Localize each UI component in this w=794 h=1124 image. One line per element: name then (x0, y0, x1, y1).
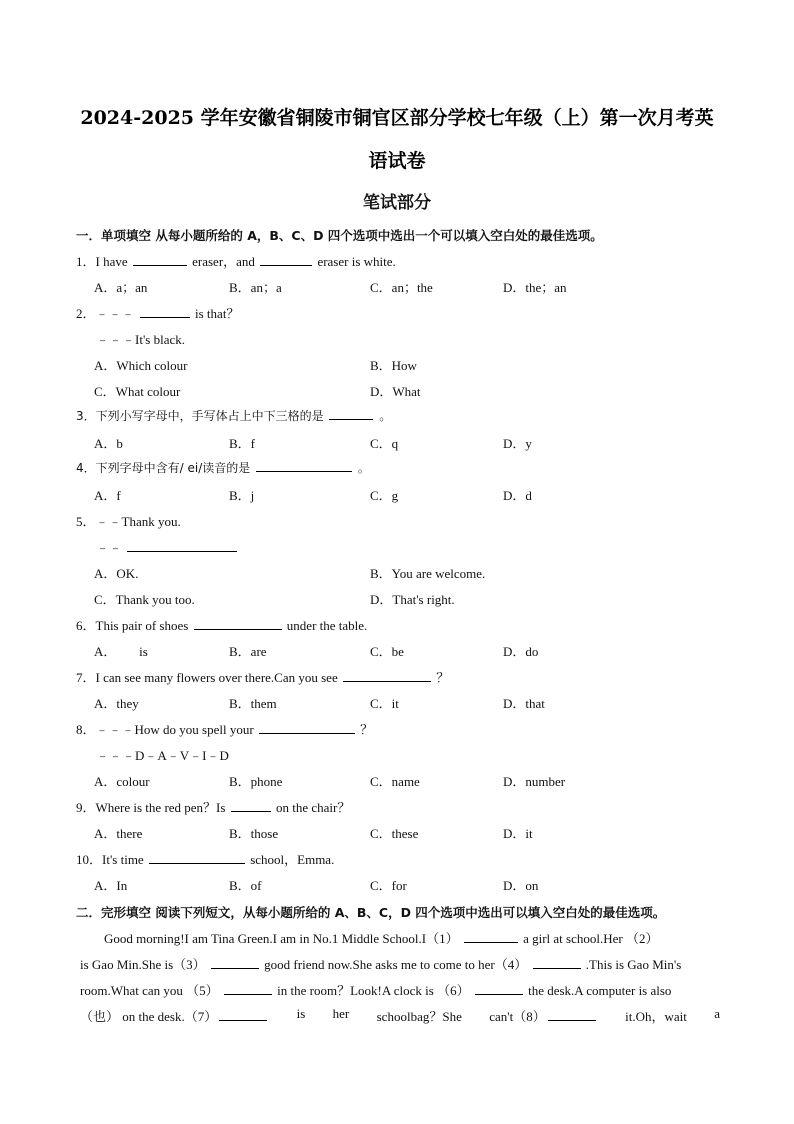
answer-blank[interactable] (133, 253, 187, 266)
question-4: 4．下列字母中含有/ ei/读音的是 。 (76, 461, 370, 475)
cloze-blank-7[interactable] (219, 1008, 267, 1021)
option-b[interactable]: B．f (229, 436, 256, 451)
question-5-reply: ﹣﹣ (96, 537, 239, 556)
question-3: 3．下列小写字母中，手写体占上中下三格的是 。 (76, 409, 392, 423)
cloze-blank-1[interactable] (464, 930, 518, 943)
passage-line-1: Good morning!I am Tina Green.I am in No.1 Middle School.I（1） a girl at school.Her （2） (104, 931, 659, 946)
option-a[interactable]: A． is (94, 644, 148, 659)
option-c[interactable]: C．it (370, 696, 399, 711)
answer-blank[interactable] (259, 721, 355, 734)
option-c[interactable]: C．name (370, 774, 420, 789)
passage-line-4: （也） on the desk.（7） is her schoolbag？She can't（8） it.Oh，wait a (80, 1006, 720, 1024)
question-8-reply: ﹣﹣﹣D﹣A﹣V﹣I﹣D (96, 748, 229, 763)
option-c[interactable]: C．Thank you too. (94, 592, 195, 607)
option-c[interactable]: C．these (370, 826, 419, 841)
question-2-reply: ﹣﹣﹣It's black. (96, 332, 185, 347)
exam-title-line2: 语试卷 (368, 150, 426, 172)
cloze-blank-8[interactable] (548, 1008, 596, 1021)
cloze-blank-4[interactable] (533, 956, 581, 969)
question-6: 6．This pair of shoes under the table. (76, 618, 368, 633)
section2-heading: 二．完形填空 阅读下列短文，从每小题所给的 A、B、C，D 四个选项中选出可以填入空白处的最佳选项。 (76, 905, 666, 920)
option-d[interactable]: D．on (503, 878, 539, 893)
option-d[interactable]: D．number (503, 774, 566, 789)
part-title: 笔试部分 (363, 193, 431, 213)
option-a[interactable]: A．they (94, 696, 139, 711)
option-a[interactable]: A．Which colour (94, 358, 188, 373)
option-b[interactable]: B．You are welcome. (370, 566, 486, 581)
answer-blank[interactable] (260, 253, 312, 266)
answer-blank[interactable] (127, 539, 237, 552)
section1-heading: 一．单项填空 从每小题所给的 A，B、C、D 四个选项中选出一个可以填入空白处的最佳选项。 (76, 228, 603, 243)
option-d[interactable]: D．d (503, 488, 532, 503)
option-c[interactable]: C．q (370, 436, 399, 451)
option-d[interactable]: D．What (370, 384, 421, 399)
option-b[interactable]: B．an；a (229, 280, 282, 295)
option-d[interactable]: D．that (503, 696, 545, 711)
option-c[interactable]: C．What colour (94, 384, 181, 399)
option-a[interactable]: A．there (94, 826, 143, 841)
question-8: 8．﹣﹣﹣How do you spell your ？ (76, 722, 374, 737)
option-b[interactable]: B．phone (229, 774, 283, 789)
option-c[interactable]: C．be (370, 644, 404, 659)
option-b[interactable]: B．of (229, 878, 262, 893)
cloze-blank-5[interactable] (224, 982, 272, 995)
option-d[interactable]: D．the；an (503, 280, 567, 295)
question-5: 5．﹣﹣Thank you. (76, 514, 181, 529)
question-1: 1．I have eraser，and eraser is white. (76, 254, 396, 269)
option-a[interactable]: A．b (94, 436, 123, 451)
question-2: 2．﹣﹣﹣ is that？ (76, 306, 240, 321)
question-7: 7．I can see many flowers over there.Can you see ？ (76, 670, 450, 685)
option-a[interactable]: A．In (94, 878, 128, 893)
cloze-blank-3[interactable] (211, 956, 259, 969)
option-d[interactable]: D．That's right. (370, 592, 455, 607)
option-c[interactable]: C．an；the (370, 280, 433, 295)
option-b[interactable]: B．j (229, 488, 255, 503)
option-a[interactable]: A．colour (94, 774, 150, 789)
answer-blank[interactable] (140, 305, 190, 318)
option-b[interactable]: B．are (229, 644, 267, 659)
option-a[interactable]: A．f (94, 488, 121, 503)
option-c[interactable]: C．for (370, 878, 407, 893)
option-b[interactable]: B．those (229, 826, 279, 841)
question-9: 9．Where is the red pen？Is on the chair？ (76, 800, 351, 815)
option-a[interactable]: A．a；an (94, 280, 148, 295)
question-10: 10．It's time school，Emma. (76, 852, 335, 867)
option-d[interactable]: D．it (503, 826, 533, 841)
answer-blank[interactable] (149, 851, 245, 864)
cloze-blank-6[interactable] (475, 982, 523, 995)
passage-line-2: is Gao Min.She is（3） good friend now.She asks me to come to her（4） .This is Gao Min's (80, 957, 682, 972)
answer-blank[interactable] (194, 617, 282, 630)
passage-line-3: room.What can you （5） in the room？Look!A clock is （6） the desk.A computer is also (80, 983, 672, 998)
option-c[interactable]: C．g (370, 488, 399, 503)
exam-title-line1: 2024-2025 学年安徽省铜陵市铜官区部分学校七年级（上）第一次月考英 (80, 107, 714, 129)
option-b[interactable]: B．them (229, 696, 277, 711)
option-a[interactable]: A．OK. (94, 566, 139, 581)
option-d[interactable]: D．do (503, 644, 539, 659)
answer-blank[interactable] (329, 407, 373, 420)
answer-blank[interactable] (256, 459, 352, 472)
answer-blank[interactable] (343, 669, 431, 682)
answer-blank[interactable] (231, 799, 271, 812)
option-b[interactable]: B．How (370, 358, 417, 373)
option-d[interactable]: D．y (503, 436, 532, 451)
